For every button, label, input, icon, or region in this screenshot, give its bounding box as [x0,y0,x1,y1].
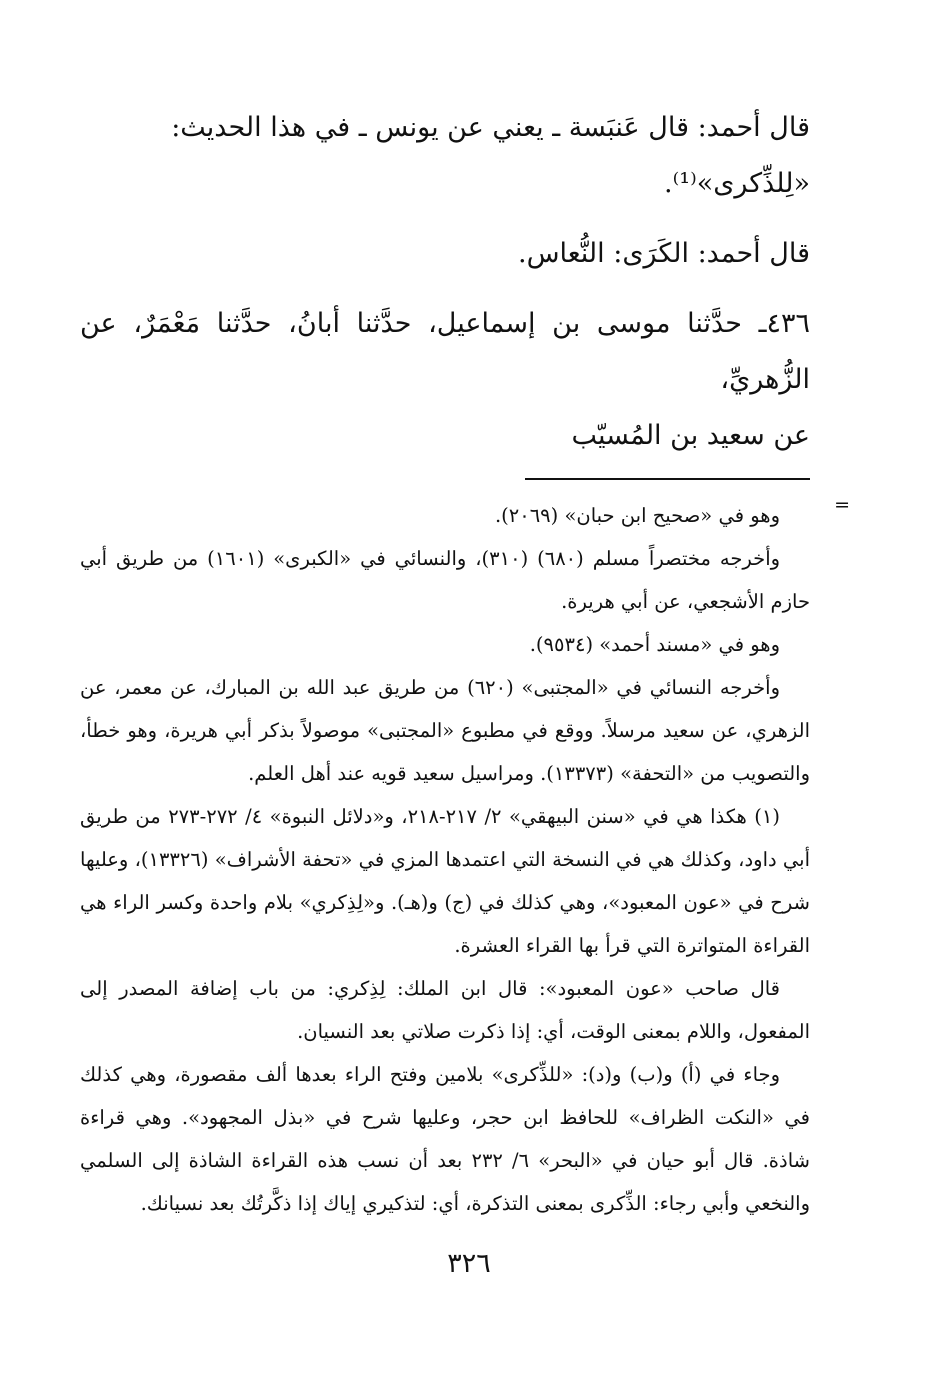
main-line-3: قال أحمد: الكَرَى: النُّعاس. [517,238,810,269]
footnote-divider [525,478,810,480]
footnote-paragraph: وأخرجه مختصراً مسلم (٦٨٠) (٣١٠)، والنسائي في «الكبرى» (١٦٠١) من طريق أبي حازم الأشجعي، عن أبي هريرة. [80,547,810,613]
footnote-paragraph: وأخرجه النسائي في «المجتبى» (٦٢٠) من طريق عبد الله بن المبارك، عن معمر، عن الزهري، عن سعيد مرسلاً. ووقع في مطبوع «المجتبى» موصولاً بذكر أبي هريرة، وهو خطأ، والتصويب من «التحفة» (١٣٣٧٣). ومراسيل سعيد قويه عند أهل العلم. [80,676,810,785]
footnote-1: (١) هكذا هي في «سنن البيهقي» ٢/ ٢١٧-٢١٨، و«دلائل النبوة» ٤/ ٢٧٢-٢٧٣ من طريق أبي داود، وكذلك هي في النسخة التي اعتمدها المزي في «تحفة الأشراف» (١٣٣٢٦)، وعليها شرح في «عون المعبود»، وهي كذلك في (ج) و(هـ). و«لِذِكري» بلام واحدة وكسر الراء هي القراءة المتواترة التي قرأ بها القراء العشرة. [80,805,811,957]
page-number: ٣٢٦ [447,1248,491,1279]
main-line-2: «لِلذِّكرى»⁽¹⁾. [664,168,810,199]
footnote-paragraph: وجاء في (أ) و(ب) و(د): «للذِّكرى» بلامين وفتح الراء بعدها ألف مقصورة، وهي كذلك في «النكت الظراف» للحافظ ابن حجر، وعليها شرح في «بذل المجهود». وهي قراءة شاذة. قال أبو حيان في «البحر» ٦/ ٢٣٢ بعد أن نسب هذه القراءة الشاذة إلى السلمي والنخعي وأبي رجاء: الذِّكرى بمعنى التذكرة، أي: لتذكيري إياك إذا ذكَّرتُك بعد نسيانك. [80,1063,810,1215]
footnote-paragraph: قال صاحب «عون المعبود»: قال ابن الملك: لِذِكري: من باب إضافة المصدر إلى المفعول، واللام بمعنى الوقت، أي: إذا ذكرت صلاتي بعد النسيان. [80,977,810,1043]
continuation-marker: = [834,494,850,516]
footnotes [80,494,850,1225]
page-body [80,100,850,1225]
footnote-paragraph: وهو في «مسند أحمد» (٩٥٣٤). [529,633,780,656]
main-line-1: قال أحمد: قال عَنبَسة ـ يعني عن يونس ـ في هذا الحديث: [171,112,810,143]
footnote-paragraph: وهو في «صحيح ابن حبان» (٢٠٦٩). [494,504,780,527]
hadith-number-line: ٤٣٦ـ حدَّثنا موسى بن إسماعيل، حدَّثنا أبانُ، حدَّثنا مَعْمَرٌ، عن الزُّهريِّ، [80,308,810,395]
main-line-5: عن سعيد بن المُسيّب [571,420,810,451]
main-text [80,100,810,464]
